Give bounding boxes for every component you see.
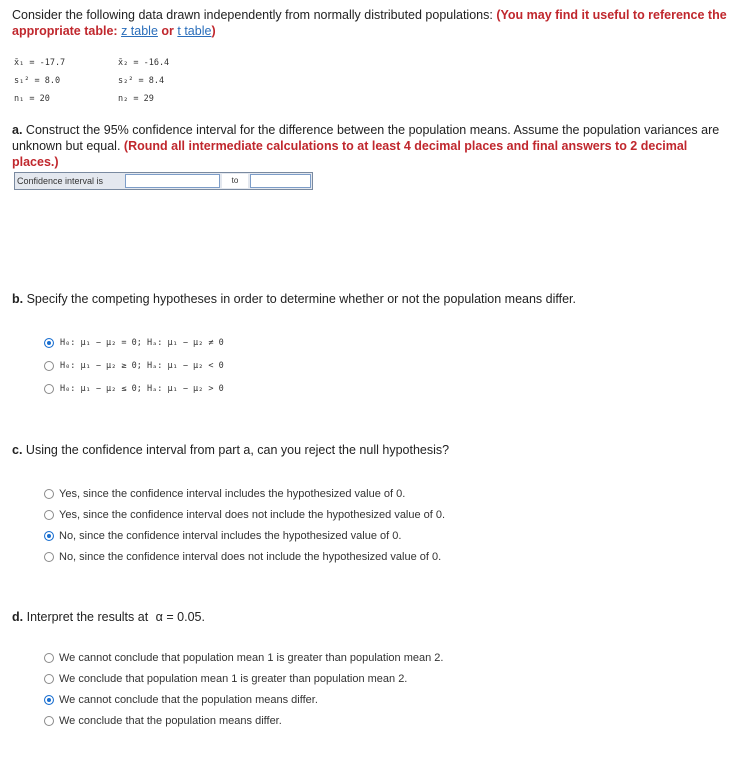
intro-close: )	[211, 24, 216, 38]
part-b-question	[12, 291, 576, 307]
x1-value: x̄₁ = -17.7	[14, 58, 66, 68]
part-c-text: Using the confidence interval from part a, can you reject the null hypothesis?	[25, 443, 450, 457]
option-label: H₀: μ₁ − μ₂ ≥ 0; Hₐ: μ₁ − μ₂ < 0	[60, 361, 224, 371]
confidence-interval-row	[14, 172, 313, 190]
option-label: Yes, since the confidence interval does not include the hypothesized value of 0.	[59, 509, 446, 521]
option-label: H₀: μ₁ − μ₂ = 0; Hₐ: μ₁ − μ₂ ≠ 0	[60, 338, 224, 348]
reject-option-3[interactable]	[44, 530, 401, 542]
option-label: Yes, since the confidence interval includes the hypothesized value of 0.	[59, 488, 406, 500]
radio-button[interactable]	[44, 510, 54, 520]
interpret-option-1[interactable]	[44, 652, 443, 664]
x2-value: x̄₂ = -16.4	[118, 58, 170, 68]
radio-button[interactable]	[44, 489, 54, 499]
reject-option-2[interactable]	[44, 509, 445, 521]
t-table-link[interactable]: t table	[177, 24, 212, 38]
interpret-option-3[interactable]	[44, 694, 318, 706]
radio-button[interactable]	[44, 653, 54, 663]
option-label: We conclude that population mean 1 is greater than population mean 2.	[59, 673, 408, 685]
option-label: No, since the confidence interval does not include the hypothesized value of 0.	[59, 551, 442, 563]
intro-red-text: (You may find it useful to reference the appropriate table:	[12, 8, 727, 38]
intro-or: or	[161, 24, 174, 38]
n2-value: n₂ = 29	[118, 94, 154, 104]
n1-value: n₁ = 20	[14, 94, 50, 104]
option-label: We cannot conclude that the population means differ.	[59, 694, 318, 706]
part-a-red-text: (Round all intermediate calculations to at least 4 decimal places and final answers to 2 decimal places.)	[12, 139, 688, 169]
ci-upper-input[interactable]	[250, 174, 311, 188]
option-label: We cannot conclude that population mean 1 is greater than population mean 2.	[59, 652, 444, 664]
radio-button[interactable]	[44, 695, 54, 705]
alpha-value: α = 0.05.	[155, 610, 205, 624]
part-a-text: Construct the 95% confidence interval for the difference between the population means. Assume the population variances are unknown but equal.	[12, 123, 720, 153]
radio-button[interactable]	[44, 552, 54, 562]
intro-text: Consider the following data drawn independently from normally distributed populations:	[12, 8, 493, 22]
option-label: No, since the confidence interval includes the hypothesized value of 0.	[59, 530, 402, 542]
part-a-prefix: a.	[12, 123, 23, 137]
reject-option-1[interactable]	[44, 488, 405, 500]
radio-button[interactable]	[44, 338, 54, 348]
hypothesis-option-2[interactable]	[44, 361, 224, 371]
radio-button[interactable]	[44, 384, 54, 394]
radio-button[interactable]	[44, 531, 54, 541]
ci-label: Confidence interval is	[17, 176, 104, 186]
part-b-prefix: b.	[12, 292, 24, 306]
interpret-option-4[interactable]	[44, 715, 282, 727]
ci-to-label: to	[222, 174, 248, 188]
option-label: We conclude that the population means differ.	[59, 715, 282, 727]
part-a-question	[12, 122, 737, 170]
reject-option-4[interactable]	[44, 551, 441, 563]
part-c-question	[12, 442, 449, 458]
part-c-prefix: c.	[12, 443, 23, 457]
part-d-question	[12, 609, 205, 625]
hypothesis-option-3[interactable]	[44, 384, 224, 394]
ci-lower-input[interactable]	[125, 174, 220, 188]
interpret-option-2[interactable]	[44, 673, 407, 685]
part-d-text: Interpret the results at	[26, 610, 149, 624]
radio-button[interactable]	[44, 716, 54, 726]
intro-paragraph	[12, 7, 737, 39]
part-d-prefix: d.	[12, 610, 24, 624]
radio-button[interactable]	[44, 361, 54, 371]
option-label: H₀: μ₁ − μ₂ ≤ 0; Hₐ: μ₁ − μ₂ > 0	[60, 384, 224, 394]
s1-value: s₁² = 8.0	[14, 76, 61, 86]
part-b-text: Specify the competing hypotheses in order to determine whether or not the population means differ.	[26, 292, 577, 306]
radio-button[interactable]	[44, 674, 54, 684]
z-table-link[interactable]: z table	[121, 24, 158, 38]
hypothesis-option-1[interactable]	[44, 338, 224, 348]
s2-value: s₂² = 8.4	[118, 76, 165, 86]
